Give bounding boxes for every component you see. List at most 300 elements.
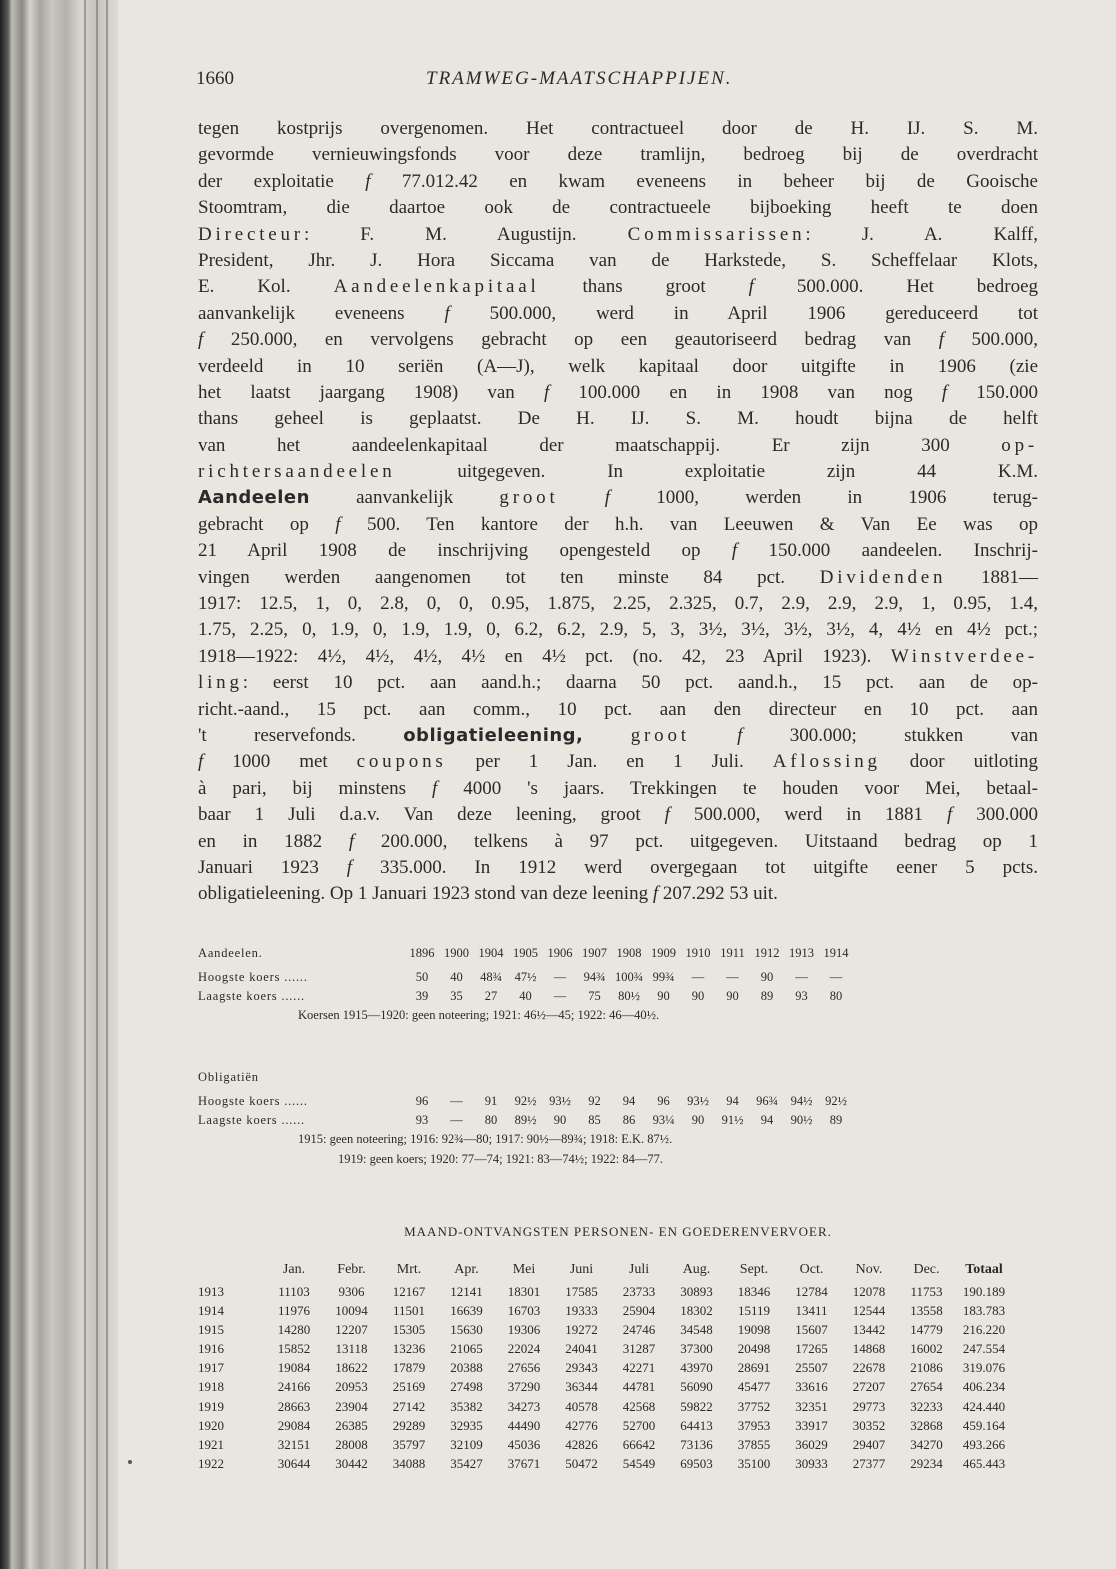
total-cell: 424.440 xyxy=(962,1398,1006,1414)
spaced-term: ling xyxy=(198,672,243,694)
text-segment: der exploitatie xyxy=(198,170,366,192)
price-cell: 50 xyxy=(415,970,429,984)
month-header: Juli xyxy=(628,1262,650,1277)
text-segment: richt.-aand., 15 pct. aan comm., 10 pct. aan den directeur en 10 pct. aan xyxy=(198,698,1038,720)
year-label: 1917 xyxy=(198,1360,224,1376)
month-cell: 31287 xyxy=(622,1341,656,1357)
text-segment: 1881— xyxy=(946,566,1038,588)
monthly-row xyxy=(198,1379,1038,1398)
text-segment: f xyxy=(444,302,450,324)
month-cell: 30644 xyxy=(277,1455,311,1471)
price-cell: 40 xyxy=(519,989,532,1003)
year-cell: 1910 xyxy=(685,946,711,960)
year-label: 1921 xyxy=(198,1436,224,1452)
month-cell: 16002 xyxy=(910,1341,943,1357)
month-cell: 44781 xyxy=(622,1379,656,1395)
month-header: Aug. xyxy=(682,1262,711,1277)
month-cell: 20388 xyxy=(450,1360,483,1376)
month-cell: 44490 xyxy=(507,1417,541,1433)
monthly-header-row xyxy=(198,1262,1038,1284)
price-cell: 90 xyxy=(553,1113,567,1127)
month-cell: 37290 xyxy=(507,1379,541,1395)
total-cell: 465.443 xyxy=(962,1455,1006,1471)
total-cell: 319.076 xyxy=(962,1360,1006,1376)
price-cell: 90 xyxy=(691,989,705,1003)
month-cell: 27377 xyxy=(852,1455,886,1471)
month-cell: 34270 xyxy=(910,1436,943,1452)
month-cell: 20498 xyxy=(737,1341,771,1357)
month-cell: 32109 xyxy=(450,1436,483,1452)
spaced-term: Directeur xyxy=(198,223,304,245)
month-cell: 37671 xyxy=(507,1455,541,1471)
text-segment: f xyxy=(604,487,611,509)
text-segment: het laatst jaargang 1908) van xyxy=(198,381,544,403)
month-cell: 59822 xyxy=(680,1398,713,1414)
text-segment: à pari, bij minstens xyxy=(198,777,432,799)
text-segment: f xyxy=(737,724,743,746)
price-cell: 92 xyxy=(588,1094,601,1108)
text-segment: f xyxy=(941,381,948,403)
month-cell: 17265 xyxy=(795,1341,828,1357)
month-cell: 24041 xyxy=(565,1341,598,1357)
month-cell: 25904 xyxy=(622,1303,656,1319)
text-segment xyxy=(559,487,605,508)
text-segment: 1.75, 2.25, 0, 1.9, 0, 1.9, 1.9, 0, 6.2, 6.2, 2.9, 5, 3, 3½, 3½, 3½, 3½, 4, 4½ en 4½ pct.; xyxy=(198,619,1038,641)
text-segment: f xyxy=(348,830,355,852)
text-segment: 21 April 1908 de inschrijving opengesteld op xyxy=(198,540,732,562)
month-cell: 19333 xyxy=(565,1303,598,1319)
month-cell: 12207 xyxy=(335,1322,368,1338)
price-cell: 94 xyxy=(622,1094,636,1108)
month-cell: 30933 xyxy=(795,1455,828,1471)
text-segment: baar 1 Juli d.a.v. Van deze leening, groot xyxy=(198,804,665,826)
month-cell: 23733 xyxy=(622,1284,656,1299)
text-line xyxy=(198,617,1038,643)
shares-header-row xyxy=(198,946,1038,970)
running-title: TRAMWEG-MAATSCHAPPIJEN. xyxy=(426,68,733,89)
text-segment: door uitloting xyxy=(880,751,1038,773)
month-cell: 12078 xyxy=(852,1284,886,1299)
bonds-note: 1915: geen noteering; 1916: 92¾—80; 1917: 90½—89¾; 1918: E.K. 87½. xyxy=(298,1132,673,1146)
book-binding xyxy=(0,0,118,1569)
year-cell: 1911 xyxy=(720,946,745,960)
price-cell: — xyxy=(726,970,739,984)
total-cell: 459.164 xyxy=(962,1417,1006,1433)
text-line xyxy=(198,591,1038,617)
price-cell: 99¾ xyxy=(652,970,675,984)
spaced-term: Dividenden xyxy=(819,566,947,588)
price-cell: 93 xyxy=(795,989,808,1003)
text-segment: : F. M. Augustijn. xyxy=(303,223,628,245)
month-cell: 29084 xyxy=(277,1417,311,1433)
price-cell: 86 xyxy=(622,1113,636,1127)
month-cell: 27654 xyxy=(910,1379,943,1395)
month-cell: 27656 xyxy=(507,1360,541,1376)
price-cell: 75 xyxy=(588,989,601,1003)
monthly-row xyxy=(198,1399,1038,1418)
month-cell: 11103 xyxy=(278,1284,310,1299)
monthly-row xyxy=(198,1303,1038,1322)
text-segment: f xyxy=(664,804,670,826)
total-cell: 406.234 xyxy=(962,1379,1006,1395)
text-segment: 150.000 aandeelen. Inschrij- xyxy=(737,540,1038,562)
bonds-note-row xyxy=(198,1152,1038,1172)
month-cell: 56090 xyxy=(680,1379,713,1395)
year-cell: 1912 xyxy=(754,946,780,960)
month-header: Apr. xyxy=(454,1262,479,1277)
text-line xyxy=(198,881,1038,907)
text-segment: gevormde vernieuwingsfonds voor deze tramlijn, bedroeg bij de overdracht xyxy=(198,144,1038,166)
month-cell: 17585 xyxy=(565,1284,598,1299)
text-segment: 500.000, xyxy=(943,329,1039,351)
monthly-table-title: MAAND-ONTVANGSTEN PERSONEN- EN GOEDERENVERVOER. xyxy=(404,1224,832,1239)
month-cell: 15305 xyxy=(392,1322,426,1338)
price-cell: — xyxy=(795,970,808,984)
total-cell: 247.554 xyxy=(962,1341,1006,1357)
text-line xyxy=(198,802,1038,828)
text-line xyxy=(198,512,1038,538)
text-segment: E. Kol. xyxy=(198,276,334,298)
month-cell: 13442 xyxy=(852,1322,886,1338)
price-cell: 92½ xyxy=(514,1094,537,1108)
month-cell: 18302 xyxy=(680,1303,713,1319)
bold-heading: Aandeelen xyxy=(198,487,310,509)
text-segment: thans groot xyxy=(539,276,749,298)
text-line xyxy=(198,565,1038,591)
price-cell: 90 xyxy=(657,989,670,1003)
price-cell: — xyxy=(450,1094,463,1108)
spaced-term: op- xyxy=(1001,434,1038,456)
bold-heading: obligatieleening, xyxy=(403,724,584,746)
price-cell: 85 xyxy=(588,1113,601,1127)
spaced-term: groot xyxy=(630,724,690,746)
text-segment: 207.292 53 uit. xyxy=(658,883,778,905)
page-number: 1660 xyxy=(196,68,234,89)
year-cell: 1905 xyxy=(513,946,538,960)
shares-row xyxy=(198,989,1038,1008)
row-label: Hoogste koers ...... xyxy=(198,1094,308,1108)
year-cell: 1908 xyxy=(616,946,642,960)
text-segment: verdeeld in 10 seriën (A—J), welk kapitaal door uitgifte in 1906 (zie xyxy=(198,355,1038,377)
price-cell: 89½ xyxy=(514,1113,537,1127)
text-segment: 1000, werden in 1906 terug- xyxy=(610,487,1038,509)
text-segment: 250.000, en vervolgens gebracht op een geautoriseerd bedrag van xyxy=(203,329,939,351)
text-segment: van het aandeelenkapitaal der maatschappij. Er zijn 300 xyxy=(198,434,1002,456)
year-label: 1919 xyxy=(198,1398,224,1414)
month-cell: 32233 xyxy=(910,1398,943,1414)
month-cell: 27142 xyxy=(392,1398,426,1414)
text-segment: Stoomtram, die daartoe ook de contractueele bijboeking heeft te doen xyxy=(198,197,1038,219)
spaced-term: Winstverdee- xyxy=(890,645,1038,667)
monthly-row xyxy=(198,1360,1038,1379)
year-label: 1920 xyxy=(198,1417,224,1433)
text-line xyxy=(198,169,1038,195)
month-cell: 15852 xyxy=(277,1341,311,1357)
month-cell: 18301 xyxy=(507,1284,541,1299)
month-cell: 28008 xyxy=(335,1436,368,1452)
text-line xyxy=(198,485,1038,511)
month-header: Oct. xyxy=(799,1262,824,1277)
price-cell: 48¾ xyxy=(480,970,502,984)
year-label: 1916 xyxy=(198,1341,224,1357)
month-cell: 42776 xyxy=(565,1417,598,1433)
month-cell: 34273 xyxy=(507,1398,541,1414)
text-line xyxy=(198,222,1038,248)
text-segment: Januari 1923 xyxy=(198,856,347,878)
year-label: 1913 xyxy=(198,1284,224,1299)
month-cell: 21086 xyxy=(910,1360,943,1376)
year-label: 1915 xyxy=(198,1322,224,1338)
text-line xyxy=(198,354,1038,380)
page-mark xyxy=(128,1460,132,1464)
text-segment: f xyxy=(543,381,550,403)
month-cell: 50472 xyxy=(565,1455,598,1471)
text-line xyxy=(198,670,1038,696)
text-line xyxy=(198,644,1038,670)
month-cell: 9306 xyxy=(338,1284,365,1299)
month-cell: 28663 xyxy=(277,1398,311,1414)
text-segment: f xyxy=(335,513,341,535)
shares-note-row xyxy=(198,1008,1038,1028)
month-cell: 73136 xyxy=(680,1436,713,1452)
month-cell: 42568 xyxy=(622,1398,656,1414)
text-line xyxy=(198,301,1038,327)
text-segment: 335.000. In 1912 werd overgegaan tot uitgifte eener 5 pcts. xyxy=(352,856,1038,878)
text-line xyxy=(198,855,1038,881)
price-cell: 96 xyxy=(657,1094,670,1108)
bonds-header-row xyxy=(198,1070,1038,1094)
month-cell: 30352 xyxy=(852,1417,886,1433)
month-cell: 19272 xyxy=(565,1322,598,1338)
total-cell: 190.189 xyxy=(962,1284,1006,1299)
price-cell: 90 xyxy=(760,970,774,984)
price-cell: 91 xyxy=(484,1094,498,1108)
text-segment: tegen kostprijs overgenomen. Het contractueel door de H. IJ. S. M. xyxy=(198,118,1038,139)
month-cell: 13118 xyxy=(335,1341,368,1357)
year-label: 1918 xyxy=(198,1379,224,1395)
text-segment: f xyxy=(198,751,204,773)
spaced-term: groot xyxy=(499,487,559,509)
text-line xyxy=(198,538,1038,564)
monthly-receipts-table xyxy=(198,1262,1038,1475)
text-line xyxy=(198,749,1038,775)
text-segment: f xyxy=(652,883,659,905)
month-cell: 22024 xyxy=(507,1341,541,1357)
month-header: Mei xyxy=(512,1262,536,1277)
year-cell: 1914 xyxy=(823,946,849,960)
text-segment: f xyxy=(748,276,754,298)
bonds-row xyxy=(198,1094,1038,1113)
year-cell: 1909 xyxy=(651,946,676,960)
text-segment xyxy=(583,725,630,746)
month-cell: 30442 xyxy=(335,1455,368,1471)
row-label: Laagste koers ...... xyxy=(198,989,305,1003)
row-label: Hoogste koers ...... xyxy=(198,970,308,984)
text-segment: 100.000 en in 1908 van nog xyxy=(549,381,942,403)
spaced-term: Aflossing xyxy=(772,751,881,773)
text-segment: 500.000, werd in 1881 xyxy=(669,804,947,826)
month-cell: 37752 xyxy=(737,1398,771,1414)
month-cell: 14280 xyxy=(277,1322,311,1338)
month-cell: 19306 xyxy=(507,1322,541,1338)
month-cell: 33616 xyxy=(795,1379,828,1395)
text-line xyxy=(198,116,1038,142)
month-cell: 24746 xyxy=(622,1322,656,1338)
month-cell: 29407 xyxy=(852,1436,886,1452)
price-cell: 93 xyxy=(415,1113,429,1127)
text-segment: f xyxy=(432,777,438,799)
month-cell: 32351 xyxy=(795,1398,828,1414)
month-cell: 12167 xyxy=(392,1284,426,1299)
price-cell: 47½ xyxy=(514,970,537,984)
month-cell: 19098 xyxy=(737,1322,771,1338)
month-cell: 37855 xyxy=(737,1436,771,1452)
text-segment: 4000 's jaars. Trekkingen te houden voor Mei, betaal- xyxy=(437,777,1039,799)
price-cell: 90 xyxy=(691,1113,705,1127)
total-cell: 216.220 xyxy=(962,1322,1006,1338)
price-cell: 89 xyxy=(760,989,774,1003)
spaced-term: Commissarissen xyxy=(627,223,806,245)
month-cell: 28691 xyxy=(737,1360,771,1376)
text-segment: 200.000, telkens à 97 pct. uitgegeven. Uitstaand bedrag op 1 xyxy=(354,830,1038,852)
bonds-note-row xyxy=(198,1132,1038,1152)
monthly-row xyxy=(198,1341,1038,1360)
year-cell: 1904 xyxy=(478,946,504,960)
year-cell: 1900 xyxy=(444,946,469,960)
month-cell: 11753 xyxy=(910,1284,943,1299)
price-cell: 94 xyxy=(726,1094,739,1108)
text-segment: : eerst 10 pct. aan aand.h.; daarna 50 pct. aand.h., 15 pct. aan de op- xyxy=(242,672,1038,694)
shares-row xyxy=(198,970,1038,989)
month-cell: 54549 xyxy=(622,1455,656,1471)
total-cell: 493.266 xyxy=(962,1436,1006,1452)
month-cell: 20953 xyxy=(335,1379,368,1395)
month-cell: 17879 xyxy=(392,1360,426,1376)
month-cell: 13236 xyxy=(392,1341,426,1357)
text-segment: 300.000; stukken van xyxy=(742,724,1038,746)
month-cell: 45036 xyxy=(507,1436,541,1452)
month-cell: 27498 xyxy=(450,1379,483,1395)
month-cell: 14779 xyxy=(910,1322,943,1338)
bonds-price-table xyxy=(198,1070,1038,1172)
text-line xyxy=(198,195,1038,221)
price-cell: 90 xyxy=(726,989,739,1003)
month-cell: 21065 xyxy=(450,1341,483,1357)
text-segment: President, Jhr. J. Hora Siccama van de Harkstede, S. Scheffelaar Klots, xyxy=(198,249,1038,271)
spaced-term: Aandeelenkapitaal xyxy=(333,276,540,298)
price-cell: 92½ xyxy=(825,1094,847,1108)
price-cell: — xyxy=(553,970,567,984)
month-header: Nov. xyxy=(855,1262,883,1277)
text-segment: en in 1882 xyxy=(198,830,349,852)
text-line xyxy=(198,142,1038,168)
price-cell: 89 xyxy=(829,1113,843,1127)
text-line xyxy=(198,248,1038,274)
text-line xyxy=(198,380,1038,406)
price-cell: 91½ xyxy=(721,1113,744,1127)
month-cell: 18346 xyxy=(737,1284,771,1299)
year-cell: 1906 xyxy=(547,946,573,960)
text-segment: f xyxy=(365,170,371,192)
bonds-note: 1919: geen koers; 1920: 77—74; 1921: 83—74½; 1922: 84—77. xyxy=(338,1152,663,1166)
price-cell: 100¾ xyxy=(614,970,644,984)
monthly-row xyxy=(198,1322,1038,1341)
month-cell: 24166 xyxy=(277,1379,311,1395)
text-line xyxy=(198,406,1038,432)
text-segment: vingen werden aangenomen tot ten minste 84 pct. xyxy=(198,566,820,588)
text-segment: 150.000 xyxy=(947,381,1039,403)
month-cell: 12784 xyxy=(795,1284,828,1299)
text-line xyxy=(198,459,1038,485)
text-segment: aanvankelijk eveneens xyxy=(198,302,445,324)
month-cell: 16639 xyxy=(450,1303,483,1319)
month-cell: 32935 xyxy=(450,1417,483,1433)
month-cell: 36344 xyxy=(565,1379,598,1395)
shares-price-table xyxy=(198,946,1038,1028)
text-segment: 500. Ten kantore der h.h. van Leeuwen & Van Ee was op xyxy=(340,513,1039,535)
main-paragraph xyxy=(198,116,1038,908)
month-header: Dec. xyxy=(913,1262,940,1277)
month-cell: 45477 xyxy=(737,1379,771,1395)
price-cell: 93½ xyxy=(687,1094,709,1108)
text-segment: f xyxy=(947,804,953,826)
text-segment: f xyxy=(731,540,738,562)
month-cell: 14868 xyxy=(852,1341,886,1357)
month-cell: 64413 xyxy=(680,1417,713,1433)
month-cell: 22678 xyxy=(852,1360,886,1376)
price-cell: 80 xyxy=(829,989,843,1003)
month-cell: 16703 xyxy=(507,1303,541,1319)
month-cell: 27207 xyxy=(852,1379,886,1395)
price-cell: 27 xyxy=(484,989,498,1003)
price-cell: 40 xyxy=(450,970,463,984)
month-cell: 33917 xyxy=(795,1417,828,1433)
month-cell: 69503 xyxy=(680,1455,713,1471)
month-header: Jan. xyxy=(282,1262,306,1277)
price-cell: 94¾ xyxy=(583,970,606,984)
price-cell: 94½ xyxy=(790,1094,813,1108)
month-cell: 18622 xyxy=(335,1360,368,1376)
month-cell: 29289 xyxy=(392,1417,426,1433)
text-line xyxy=(198,723,1038,749)
bonds-row xyxy=(198,1113,1038,1132)
month-cell: 10094 xyxy=(335,1303,368,1319)
shares-note: Koersen 1915—1920: geen noteering; 1921: 46½—45; 1922: 46—40½. xyxy=(298,1008,660,1022)
price-cell: 96¾ xyxy=(756,1094,778,1108)
month-header: Sept. xyxy=(739,1262,769,1277)
text-line xyxy=(198,327,1038,353)
text-segment: 500.000. Het bedroeg xyxy=(753,276,1038,298)
month-cell: 15607 xyxy=(795,1322,828,1338)
month-cell: 30893 xyxy=(680,1284,713,1299)
month-cell: 37300 xyxy=(680,1341,713,1357)
month-cell: 29234 xyxy=(910,1455,943,1471)
month-cell: 15630 xyxy=(450,1322,483,1338)
text-segment: gebracht op xyxy=(198,513,336,535)
month-cell: 25507 xyxy=(795,1360,828,1376)
year-cell: 1913 xyxy=(789,946,814,960)
month-cell: 11976 xyxy=(277,1303,311,1319)
price-cell: 35 xyxy=(450,989,463,1003)
price-cell: — xyxy=(553,989,567,1003)
month-header: Febr. xyxy=(337,1262,366,1277)
monthly-row xyxy=(198,1418,1038,1437)
text-segment: f xyxy=(938,329,944,351)
total-cell: 183.783 xyxy=(962,1303,1006,1319)
text-segment: 1000 met xyxy=(203,751,357,773)
month-cell: 23904 xyxy=(335,1398,368,1414)
month-cell: 35427 xyxy=(450,1455,483,1471)
